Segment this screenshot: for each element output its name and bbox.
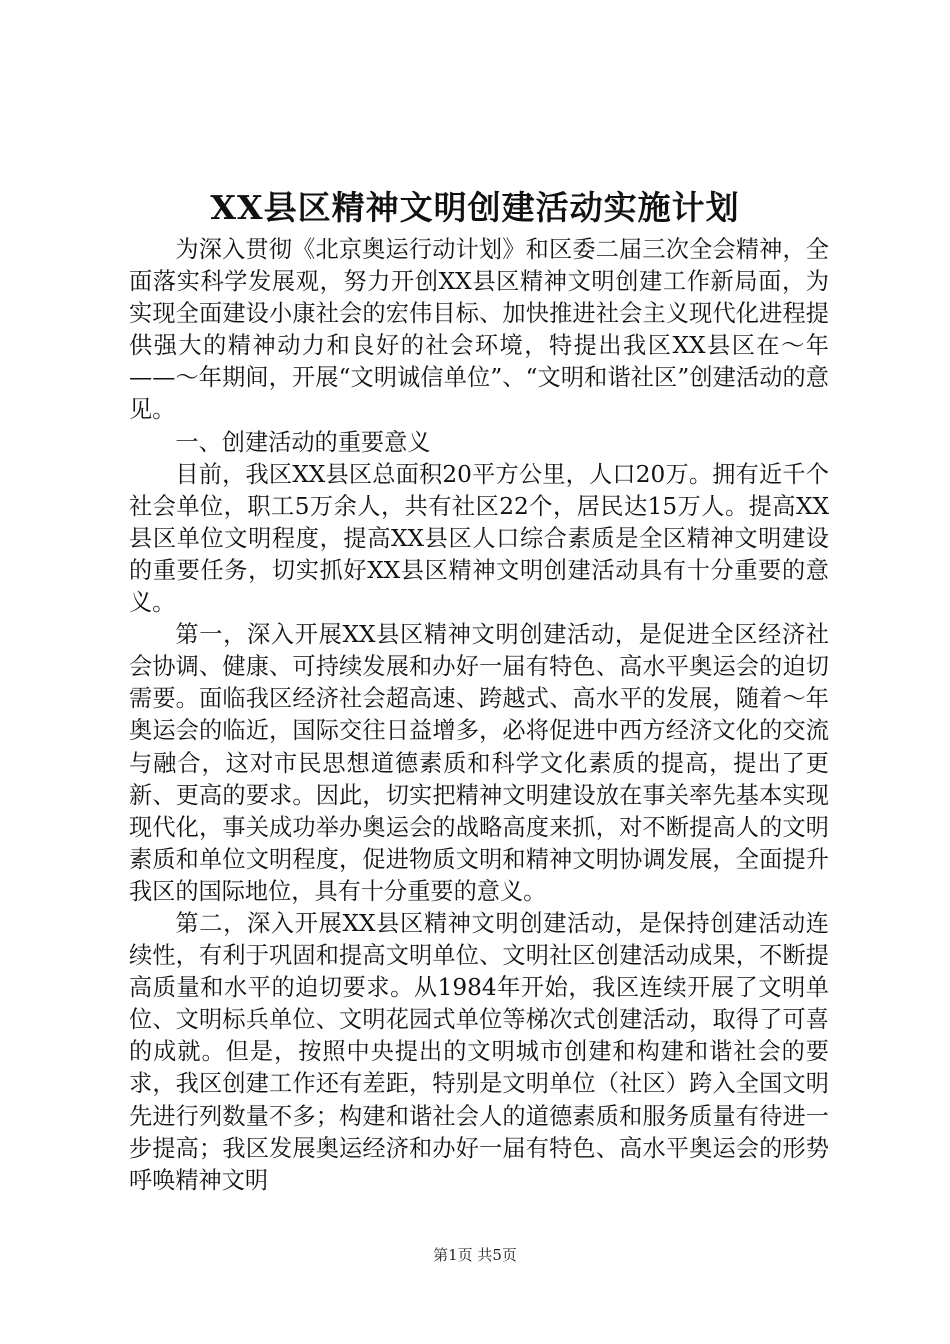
document-body bbox=[129, 234, 829, 1197]
paragraph-overview: 目前，我区XX县区总面积20平方公里，人口20万。拥有近千个社会单位，职工5万余人，共有社区22个，居民达15万人。提高XX县区单位文明程度，提高XX县区人口综合素质是全区精神文明建设的重要任务，切实抓好XX县区精神文明创建活动具有十分重要的意义。 bbox=[129, 460, 829, 617]
paragraph-first-point: 第一，深入开展XX县区精神文明创建活动，是促进全区经济社会协调、健康、可持续发展和办好一届有特色、高水平奥运会的迫切需要。面临我区经济社会超高速、跨越式、高水平的发展，随着～年奥运会的临近，国际交往日益增多，必将促进中西方经济文化的交流与融合，这对市民思想道德素质和科学文化素质的提高，提出了更新、更高的要求。因此，切实把精神文明建设放在事关率先基本实现现代化，事关成功举办奥运会的战略高度来抓，对不断提高人的文明素质和单位文明程度，促进物质文明和精神文明协调发展，全面提升我区的国际地位，具有十分重要的意义。 bbox=[129, 621, 829, 905]
section-heading-significance: 一、创建活动的重要意义 bbox=[175, 428, 431, 456]
page-footer: 第1页 共5页 bbox=[433, 1246, 517, 1264]
document-title: XX县区精神文明创建活动实施计划 bbox=[210, 188, 740, 227]
paragraph-second-point: 第二，深入开展XX县区精神文明创建活动，是保持创建活动连续性，有利于巩固和提高文明单位、文明社区创建活动成果，不断提高质量和水平的迫切要求。从1984年开始，我区连续开展了文明单位、文明标兵单位、文明花园式单位等梯次式创建活动，取得了可喜的成就。但是，按照中央提出的文明城市创建和构建和谐社会的要求，我区创建工作还有差距，特别是文明单位（社区）跨入全国文明先进行列数量不多；构建和谐社会人的道德素质和服务质量有待进一步提高；我区发展奥运经济和办好一届有特色、高水平奥运会的形势呼唤精神文明 bbox=[129, 909, 829, 1194]
paragraph-intro: 为深入贯彻《北京奥运行动计划》和区委二届三次全会精神，全面落实科学发展观，努力开创XX县区精神文明创建工作新局面，为实现全面建设小康社会的宏伟目标、加快推进社会主义现代化进程提供强大的精神动力和良好的社会环境，特提出我区XX县区在～年——～年期间，开展“文明诚信单位”、“文明和谐社区”创建活动的意见。 bbox=[129, 236, 829, 424]
